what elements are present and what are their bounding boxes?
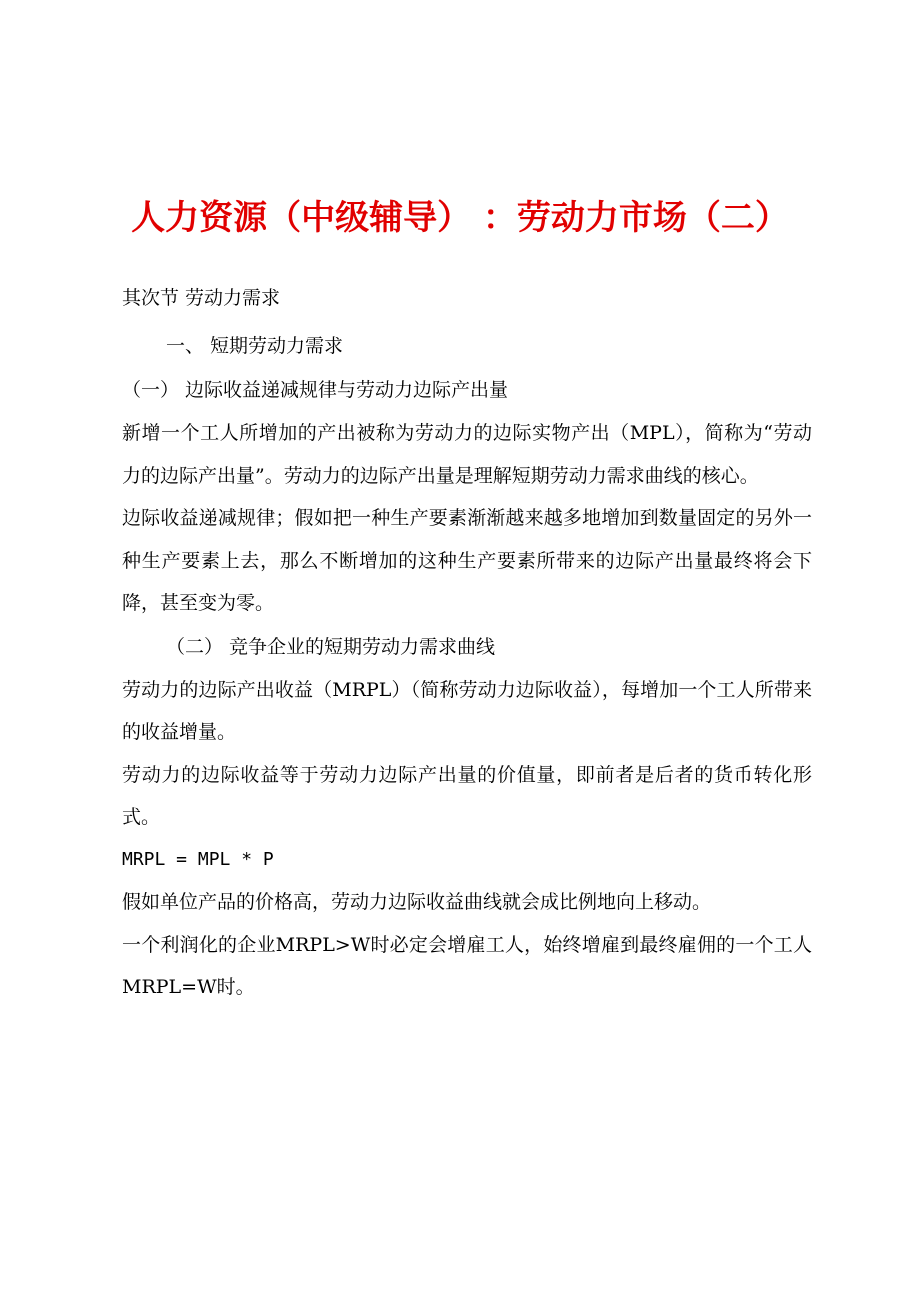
heading-short-term-demand: 一、 短期劳动力需求 bbox=[166, 335, 344, 357]
paragraph-mpl-definition: 新增一个工人所增加的产出被称为劳动力的边际实物产出（MPL），简称为“劳动力的边际产出量”。劳动力的边际产出量是理解短期劳动力需求曲线的核心。 bbox=[122, 422, 812, 487]
section-heading: 其次节 劳动力需求 bbox=[122, 287, 281, 309]
paragraph-mrpl-value: 劳动力的边际收益等于劳动力边际产出量的价值量，即前者是后者的货币转化形式。 bbox=[122, 763, 812, 828]
formula-mrpl: MRPL = MPL * P bbox=[122, 848, 274, 870]
paragraph-diminishing-returns-law: 边际收益递减规律；假如把一种生产要素渐渐越来越多地增加到数量固定的另外一种生产要素上去，那么不断增加的这种生产要素所带来的边际产出量最终将会下降，甚至变为零。 bbox=[122, 507, 812, 614]
subheading-diminishing-returns: （一） 边际收益递减规律与劳动力边际产出量 bbox=[122, 379, 509, 401]
document-title: 人力资源（中级辅导） ：劳动力市场（二） bbox=[131, 198, 789, 238]
paragraph-price-shift: 假如单位产品的价格高，劳动力边际收益曲线就会成比例地向上移动。 bbox=[122, 891, 712, 913]
subheading-competitive-demand-curve: （二） 竞争企业的短期劳动力需求曲线 bbox=[166, 635, 496, 658]
paragraph-hiring-rule: 一个利润化的企业MRPL>W时必定会增雇工人，始终增雇到最终雇佣的一个工人MRPL=W时。 bbox=[122, 933, 812, 998]
paragraph-mrpl-definition: 劳动力的边际产出收益（MRPL）（简称劳动力边际收益），每增加一个工人所带来的收益增量。 bbox=[122, 678, 812, 743]
document-body bbox=[122, 280, 812, 1009]
